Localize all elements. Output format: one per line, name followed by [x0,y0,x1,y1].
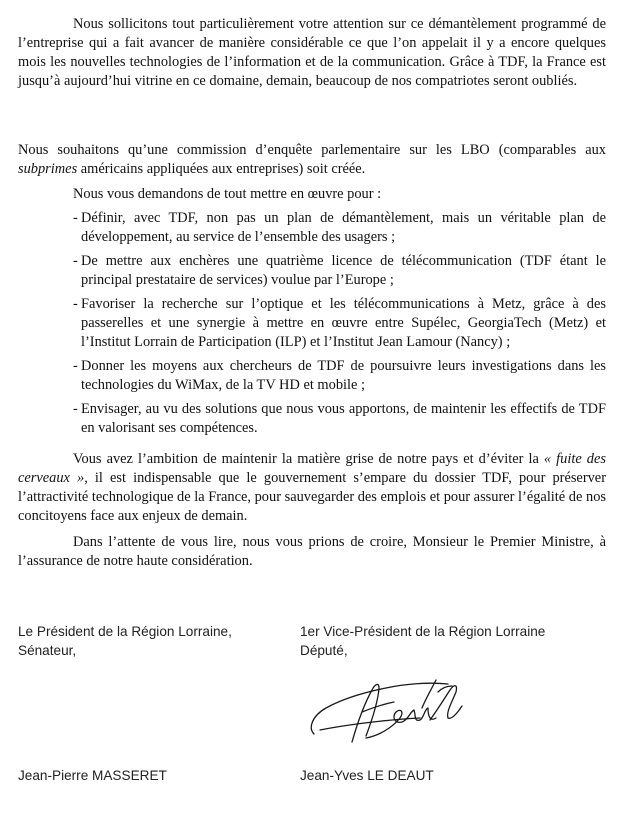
lbo-text-start: Nous souhaitons qu’une commission d’enquête parlementaire sur les LBO (comparables aux [18,142,606,158]
paragraph-requests-intro: Nous vous demandons de tout mettre en œuvre pour : [73,186,382,202]
handwritten-signature [300,668,470,748]
brain-drain-text-end: , il est indispensable que le gouvernement s’empare du dossier TDF, pour préserver l’attractivité technologique de la France, pour sauvegarder des emplois et pour assurer l’égalité de nos concitoyens face aux enjeux de demain. [18,470,606,524]
requests-list [18,209,606,438]
brain-drain-text-start: Vous avez l’ambition de maintenir la matière grise de notre pays et d’éviter la [73,451,544,467]
paragraph-dismantling: Nous sollicitons tout particulièrement votre attention sur ce démantèlement programmé de l’entreprise qui a fait avancer de manière considérable ce que l’on appelait il y a encore quelques mois les nouvelles technologies de l’information et de la communication. Grâce à TDF, la France est jusqu’à aujourd’hui vitrine en ce domaine, demain, beaucoup de nos compatriotes seront oubliés. [18,16,606,89]
list-item [18,400,606,438]
signatory-right-title [300,622,545,660]
list-dash: - [73,401,78,417]
list-item [18,209,606,247]
list-item-text: Favoriser la recherche sur l’optique et les télécommunications à Metz, grâce à des passerelles et une synergie à mettre en œuvre entre Supélec, GeorgiaTech (Metz) et l’Institut Lorrain de Participation (ILP) et l’Institut Jean Lamour (Nancy) ; [81,296,606,350]
list-dash: - [73,296,78,312]
subprimes-italic: subprimes [18,161,78,177]
right-title-line2: Député, [300,643,348,658]
right-title-line1: 1er Vice-Président de la Région Lorraine [300,624,546,639]
list-dash: - [73,358,78,374]
list-item-text: Envisager, au vu des solutions que nous vous apportons, de maintenir les effectifs de TDF en valorisant ses compétences. [81,401,606,436]
signatory-left-name: Jean-Pierre MASSERET [18,768,167,783]
list-item [18,295,606,352]
list-dash: - [73,253,78,269]
list-dash: - [73,210,78,226]
list-item [18,357,606,395]
lbo-text-end: américains appliquées aux entreprises) soit créée. [77,161,366,177]
signatory-right-name: Jean-Yves LE DEAUT [300,768,434,783]
left-title-line1: Le Président de la Région Lorraine, [18,624,232,639]
list-item-text: Définir, avec TDF, non pas un plan de démantèlement, mais un véritable plan de développement, au service de l’ensemble des usagers ; [81,210,606,245]
paragraph-lbo-commission [18,141,606,179]
left-title-line2: Sénateur, [18,643,77,658]
list-item-text: Donner les moyens aux chercheurs de TDF de poursuivre leurs investigations dans les technologies du WiMax, de la TV HD et mobile ; [81,358,606,393]
list-item [18,252,606,290]
signatory-left-title [18,622,232,660]
list-item-text: De mettre aux enchères une quatrième licence de télécommunication (TDF étant le principal prestataire de services) voulue par l’Europe ; [81,253,606,288]
paragraph-closing: Dans l’attente de vous lire, nous vous prions de croire, Monsieur le Premier Ministre, à l’assurance de notre haute considération. [18,534,606,569]
paragraph-brain-drain [18,450,606,526]
fuite-des-cerveaux-italic: « fuite des cerveaux » [18,451,606,486]
